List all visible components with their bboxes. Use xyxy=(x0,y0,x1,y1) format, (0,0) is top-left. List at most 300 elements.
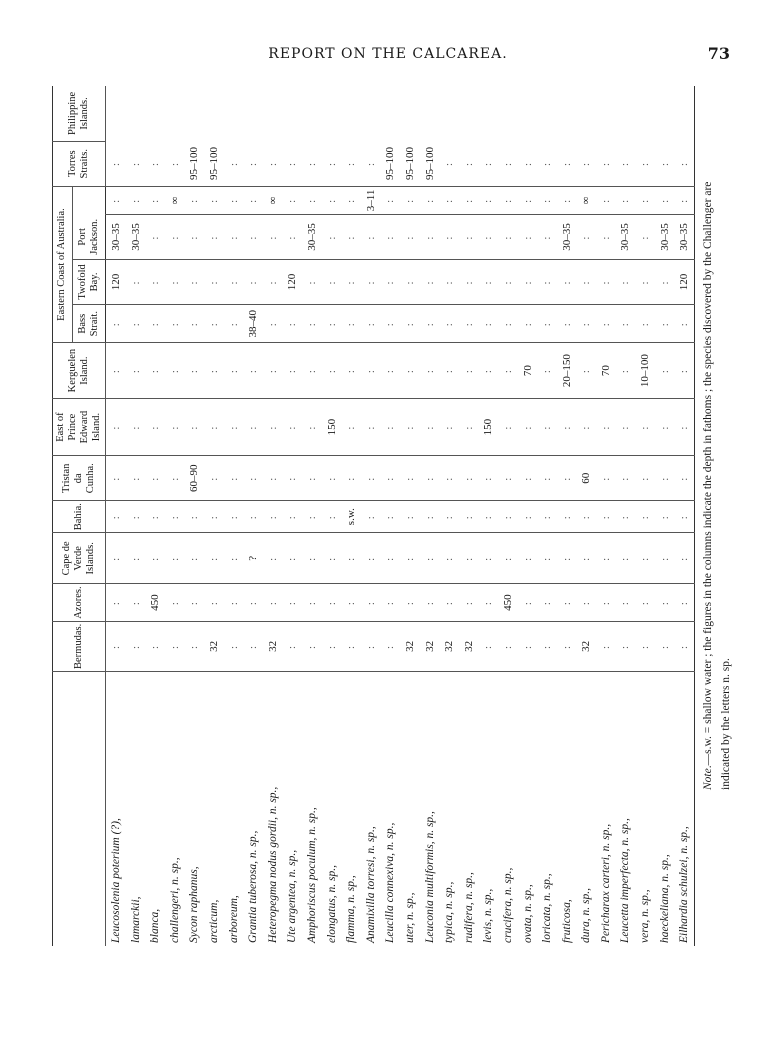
table-cell: : xyxy=(263,141,283,186)
table-cell: : xyxy=(439,141,459,186)
species-name: dura, n. sp., xyxy=(580,888,593,943)
table-cell: : xyxy=(263,305,283,343)
table-cell: : xyxy=(145,398,165,456)
table-cell: : xyxy=(106,584,126,621)
table-cell: : xyxy=(655,533,675,584)
table-cell: : xyxy=(145,141,165,186)
column-header: Kerguelen Island. xyxy=(53,343,106,398)
table-cell: : xyxy=(596,456,616,501)
table-cell: : xyxy=(322,343,342,398)
table-cell: : xyxy=(655,259,675,304)
table-cell: : xyxy=(204,584,224,621)
table-cell: : xyxy=(126,456,146,501)
column-header: Philippine Islands. xyxy=(53,86,106,141)
table-cell: : xyxy=(518,398,538,456)
table-cell: : xyxy=(106,533,126,584)
table-row xyxy=(224,86,244,946)
table-cell: : xyxy=(537,305,557,343)
table-cell: : xyxy=(479,343,499,398)
table-frame xyxy=(52,86,692,946)
species-name: Pericharax carteri, n. sp., xyxy=(599,823,612,943)
table-cell: 30–35 xyxy=(106,215,126,260)
table-cell: : xyxy=(537,215,557,260)
table-row xyxy=(361,86,381,946)
footnote xyxy=(700,150,748,790)
table-cell: : xyxy=(577,305,597,343)
table-cell: : xyxy=(302,305,322,343)
table-row xyxy=(145,86,165,946)
table-cell: : xyxy=(537,584,557,621)
table-cell: : xyxy=(361,141,381,186)
table-cell: : xyxy=(518,141,538,186)
table-row xyxy=(420,86,440,946)
table-cell: : xyxy=(185,186,205,215)
table-cell: : xyxy=(185,215,205,260)
table-cell: : xyxy=(518,305,538,343)
table-cell: : xyxy=(635,584,655,621)
column-header: Azores. xyxy=(53,584,106,621)
table-row xyxy=(655,86,675,946)
species-name: Amphoriscus poculum, n. sp., xyxy=(305,807,318,943)
table-cell: : xyxy=(420,343,440,398)
table-cell: : xyxy=(498,141,518,186)
table-cell: : xyxy=(674,141,694,186)
table-cell: : xyxy=(400,186,420,215)
table-cell: : xyxy=(283,584,303,621)
table-cell: : xyxy=(616,621,636,671)
table-cell: : xyxy=(165,584,185,621)
species-name: Grantia tuberosa, n. sp., xyxy=(247,830,260,943)
table-row xyxy=(577,86,597,946)
table-cell: : xyxy=(302,621,322,671)
table-cell: : xyxy=(341,259,361,304)
table-cell: 32 xyxy=(420,621,440,671)
table-cell: : xyxy=(106,186,126,215)
table-cell: 20–150 xyxy=(557,343,577,398)
page-number: 73 xyxy=(707,44,730,63)
table-cell: : xyxy=(126,141,146,186)
table-cell: : xyxy=(459,398,479,456)
table-row xyxy=(537,86,557,946)
table-cell: : xyxy=(557,186,577,215)
table-cell: : xyxy=(185,501,205,533)
table-cell: : xyxy=(577,259,597,304)
table-cell: : xyxy=(498,501,518,533)
column-header: Cape de Verde Islands. xyxy=(53,533,106,584)
table-cell: : xyxy=(518,501,538,533)
table-row xyxy=(674,86,694,946)
table-cell: ∞ xyxy=(577,186,597,215)
table-cell: : xyxy=(420,186,440,215)
note-label: Note xyxy=(702,768,714,790)
table-cell: 32 xyxy=(400,621,420,671)
table-cell: : xyxy=(400,215,420,260)
table-cell: : xyxy=(322,305,342,343)
table-cell: 30–35 xyxy=(616,215,636,260)
table-cell: : xyxy=(439,259,459,304)
table-body xyxy=(106,86,695,946)
table-cell: : xyxy=(674,186,694,215)
table-cell: : xyxy=(616,343,636,398)
table-row xyxy=(498,86,518,946)
table-cell: 150 xyxy=(322,398,342,456)
table-cell: : xyxy=(126,533,146,584)
species-name: Sycon raphanus, xyxy=(188,866,201,943)
table-cell: : xyxy=(616,533,636,584)
table-cell: : xyxy=(439,343,459,398)
table-cell: : xyxy=(518,259,538,304)
table-cell: : xyxy=(243,186,263,215)
table-cell: 120 xyxy=(674,259,694,304)
table-cell: : xyxy=(400,533,420,584)
column-header: East of Prince Edward Island. xyxy=(53,398,106,456)
table-cell: : xyxy=(459,501,479,533)
table-cell: : xyxy=(283,533,303,584)
table-cell: : xyxy=(400,456,420,501)
table-cell: 95–100 xyxy=(381,141,401,186)
table-cell: : xyxy=(204,343,224,398)
species-column-header xyxy=(53,672,106,947)
table-cell: : xyxy=(655,343,675,398)
table-cell: : xyxy=(263,533,283,584)
table-cell: : xyxy=(204,533,224,584)
species-name: Leuconia multiformis, n. sp., xyxy=(423,811,436,943)
table-cell: : xyxy=(243,398,263,456)
table-cell: 32 xyxy=(459,621,479,671)
table-cell: : xyxy=(126,259,146,304)
table-cell: : xyxy=(420,533,440,584)
table-row xyxy=(126,86,146,946)
species-name: rudifera, n. sp., xyxy=(462,872,475,943)
table-cell: : xyxy=(224,305,244,343)
table-row xyxy=(479,86,499,946)
table-cell: : xyxy=(616,456,636,501)
species-name: flamma, n. sp., xyxy=(345,875,358,943)
table-cell: : xyxy=(596,621,616,671)
table-cell: : xyxy=(106,456,126,501)
table-cell: : xyxy=(361,398,381,456)
table-cell: 120 xyxy=(283,259,303,304)
table-cell: : xyxy=(126,398,146,456)
table-cell: : xyxy=(655,141,675,186)
table-cell: : xyxy=(224,501,244,533)
table-cell: 10–100 xyxy=(635,343,655,398)
table-cell: : xyxy=(616,305,636,343)
table-cell: : xyxy=(674,621,694,671)
table-cell: : xyxy=(537,501,557,533)
table-cell: : xyxy=(439,215,459,260)
distribution-table xyxy=(52,86,695,946)
table-cell: : xyxy=(341,398,361,456)
table-cell: : xyxy=(479,305,499,343)
species-name: Anamixilla torresi, n. sp., xyxy=(364,826,377,943)
table-cell: 32 xyxy=(577,621,597,671)
table-cell: : xyxy=(361,501,381,533)
table-cell: : xyxy=(557,305,577,343)
table-cell: : xyxy=(204,305,224,343)
table-cell: : xyxy=(557,259,577,304)
table-cell: : xyxy=(341,343,361,398)
table-row xyxy=(302,86,322,946)
table-cell: : xyxy=(498,621,518,671)
table-cell: : xyxy=(145,533,165,584)
table-cell: : xyxy=(518,215,538,260)
species-name: vera, n. sp., xyxy=(639,889,652,943)
table-cell: : xyxy=(557,398,577,456)
table-cell: : xyxy=(165,141,185,186)
table-cell: : xyxy=(341,186,361,215)
table-cell: 450 xyxy=(145,584,165,621)
species-name: Leucosolenia poterium (?), xyxy=(110,818,123,943)
table-cell: : xyxy=(302,343,322,398)
table-cell: : xyxy=(145,343,165,398)
table-cell: : xyxy=(420,584,440,621)
table-cell: : xyxy=(596,259,616,304)
table-cell: : xyxy=(381,305,401,343)
table-cell: : xyxy=(459,343,479,398)
table-cell: : xyxy=(204,259,224,304)
table-cell: : xyxy=(302,533,322,584)
table-cell: : xyxy=(145,215,165,260)
table-cell: : xyxy=(126,621,146,671)
table-cell: : xyxy=(459,215,479,260)
table-cell: : xyxy=(165,501,185,533)
table-cell: : xyxy=(635,501,655,533)
table-cell: : xyxy=(243,456,263,501)
table-row xyxy=(518,86,538,946)
table-cell: : xyxy=(224,456,244,501)
table-cell: : xyxy=(185,584,205,621)
table-cell: : xyxy=(420,305,440,343)
table-cell: : xyxy=(479,456,499,501)
table-cell: 32 xyxy=(263,621,283,671)
rotated-table-container xyxy=(52,86,692,946)
table-cell: 30–35 xyxy=(674,215,694,260)
table-cell: : xyxy=(400,305,420,343)
table-cell: : xyxy=(537,141,557,186)
table-cell: : xyxy=(498,305,518,343)
table-cell: : xyxy=(145,186,165,215)
table-cell: : xyxy=(479,533,499,584)
table-cell: : xyxy=(243,621,263,671)
table-cell: : xyxy=(224,398,244,456)
table-cell: : xyxy=(557,141,577,186)
table-row xyxy=(243,86,263,946)
table-cell: : xyxy=(557,584,577,621)
table-cell: : xyxy=(185,621,205,671)
group-header: Eastern Coast of Australia. xyxy=(53,186,73,343)
table-cell: : xyxy=(616,141,636,186)
table-cell: : xyxy=(165,533,185,584)
table-cell: 30–35 xyxy=(126,215,146,260)
table-cell: : xyxy=(341,533,361,584)
table-cell: : xyxy=(400,398,420,456)
table-cell: : xyxy=(224,186,244,215)
running-head xyxy=(0,46,776,70)
table-cell: : xyxy=(498,343,518,398)
table-cell: : xyxy=(185,533,205,584)
table-cell: : xyxy=(655,186,675,215)
table-cell: : xyxy=(283,398,303,456)
table-cell: : xyxy=(145,259,165,304)
table-cell: : xyxy=(283,186,303,215)
table-cell: : xyxy=(420,259,440,304)
species-name: ovata, n. sp., xyxy=(521,884,534,943)
table-cell: : xyxy=(635,259,655,304)
table-cell: : xyxy=(381,186,401,215)
table-row xyxy=(263,86,283,946)
table-cell: : xyxy=(165,215,185,260)
table-cell: : xyxy=(557,621,577,671)
table-cell: : xyxy=(635,186,655,215)
table-cell: : xyxy=(341,305,361,343)
table-cell: : xyxy=(322,621,342,671)
table-cell: : xyxy=(459,141,479,186)
table-cell: : xyxy=(126,501,146,533)
table-cell: : xyxy=(655,398,675,456)
table-cell: : xyxy=(263,456,283,501)
table-cell: : xyxy=(106,621,126,671)
table-cell: : xyxy=(322,259,342,304)
table-cell: : xyxy=(361,305,381,343)
species-name: Eilhardia schulzei, n. sp., xyxy=(678,826,691,943)
table-cell: : xyxy=(263,398,283,456)
table-cell: : xyxy=(577,215,597,260)
column-header: Bass Strait. xyxy=(72,305,106,343)
species-name: uter, n. sp., xyxy=(403,892,416,943)
table-cell: : xyxy=(596,501,616,533)
table-cell: : xyxy=(596,186,616,215)
table-cell: : xyxy=(381,621,401,671)
table-row xyxy=(341,86,361,946)
table-cell: : xyxy=(459,456,479,501)
table-cell: : xyxy=(322,215,342,260)
table-cell: : xyxy=(263,501,283,533)
table-cell: : xyxy=(322,456,342,501)
table-cell: : xyxy=(655,584,675,621)
table-cell: : xyxy=(420,456,440,501)
table-cell: : xyxy=(106,343,126,398)
table-cell: : xyxy=(106,141,126,186)
table-cell: : xyxy=(400,343,420,398)
table-cell: : xyxy=(263,584,283,621)
species-name: arboreum, xyxy=(227,895,240,943)
table-cell: : xyxy=(616,259,636,304)
table-cell: : xyxy=(145,456,165,501)
table-cell: : xyxy=(126,186,146,215)
table-cell: : xyxy=(635,305,655,343)
table-cell: ∞ xyxy=(263,186,283,215)
table-cell: : xyxy=(381,343,401,398)
table-cell: : xyxy=(322,533,342,584)
table-cell: 70 xyxy=(518,343,538,398)
table-cell: : xyxy=(341,141,361,186)
table-cell: : xyxy=(361,215,381,260)
table-cell: : xyxy=(341,621,361,671)
table-cell: : xyxy=(655,456,675,501)
column-header: Bermudas. xyxy=(53,621,106,671)
table-row xyxy=(204,86,224,946)
table-cell: : xyxy=(302,398,322,456)
table-cell: : xyxy=(106,305,126,343)
table-cell: : xyxy=(537,259,557,304)
table-cell: : xyxy=(479,259,499,304)
table-cell: : xyxy=(361,621,381,671)
table-cell: : xyxy=(439,186,459,215)
table-cell: : xyxy=(302,141,322,186)
table-cell: : xyxy=(361,584,381,621)
table-cell: : xyxy=(498,259,518,304)
table-cell: : xyxy=(557,456,577,501)
table-cell: 95–100 xyxy=(185,141,205,186)
column-header: Port Jackson. xyxy=(72,215,106,260)
table-cell: : xyxy=(302,456,322,501)
species-name: loricata, n. sp., xyxy=(541,873,554,943)
table-cell: : xyxy=(341,215,361,260)
table-cell: : xyxy=(596,398,616,456)
table-row xyxy=(381,86,401,946)
table-cell: : xyxy=(341,456,361,501)
table-cell: : xyxy=(302,501,322,533)
table-cell: 30–35 xyxy=(655,215,675,260)
table-cell: : xyxy=(635,398,655,456)
table-cell: : xyxy=(479,501,499,533)
table-cell: 32 xyxy=(439,621,459,671)
table-cell: : xyxy=(243,584,263,621)
table-cell: : xyxy=(165,456,185,501)
table-cell: : xyxy=(185,398,205,456)
table-cell: : xyxy=(185,259,205,304)
table-cell: : xyxy=(459,259,479,304)
table-cell: : xyxy=(400,501,420,533)
table-row xyxy=(185,86,205,946)
table-cell: : xyxy=(439,584,459,621)
table-cell: : xyxy=(537,343,557,398)
table-cell: 3–11 xyxy=(361,186,381,215)
table-cell: : xyxy=(459,305,479,343)
column-header: Torres Straits. xyxy=(53,141,106,186)
table-cell: : xyxy=(498,456,518,501)
table-cell: : xyxy=(635,621,655,671)
table-cell: : xyxy=(655,501,675,533)
table-cell: : xyxy=(283,215,303,260)
table-cell: : xyxy=(361,456,381,501)
table-cell: : xyxy=(635,215,655,260)
table-cell: : xyxy=(224,621,244,671)
table-cell: s.w. xyxy=(341,501,361,533)
table-cell: : xyxy=(302,259,322,304)
table-cell: : xyxy=(459,533,479,584)
species-name: levis, n. sp., xyxy=(482,888,495,943)
table-cell: : xyxy=(674,305,694,343)
note-text: .—s.w. = shallow water ; the figures in the columns indicate the depth in fathoms ; the species discovered by the Challenger are indicated by the letters n. sp. xyxy=(702,181,732,790)
table-cell: : xyxy=(655,621,675,671)
table-cell: : xyxy=(518,621,538,671)
column-header: Bahia. xyxy=(53,501,106,533)
table-cell: : xyxy=(635,533,655,584)
table-cell: : xyxy=(498,398,518,456)
table-cell: : xyxy=(381,456,401,501)
table-cell: : xyxy=(263,259,283,304)
table-cell: : xyxy=(283,343,303,398)
table-cell: : xyxy=(283,501,303,533)
table-cell: : xyxy=(400,259,420,304)
species-name: arcticum, xyxy=(208,899,221,943)
table-cell: : xyxy=(106,501,126,533)
table-cell: : xyxy=(655,305,675,343)
table-cell: : xyxy=(361,259,381,304)
table-cell: : xyxy=(126,584,146,621)
